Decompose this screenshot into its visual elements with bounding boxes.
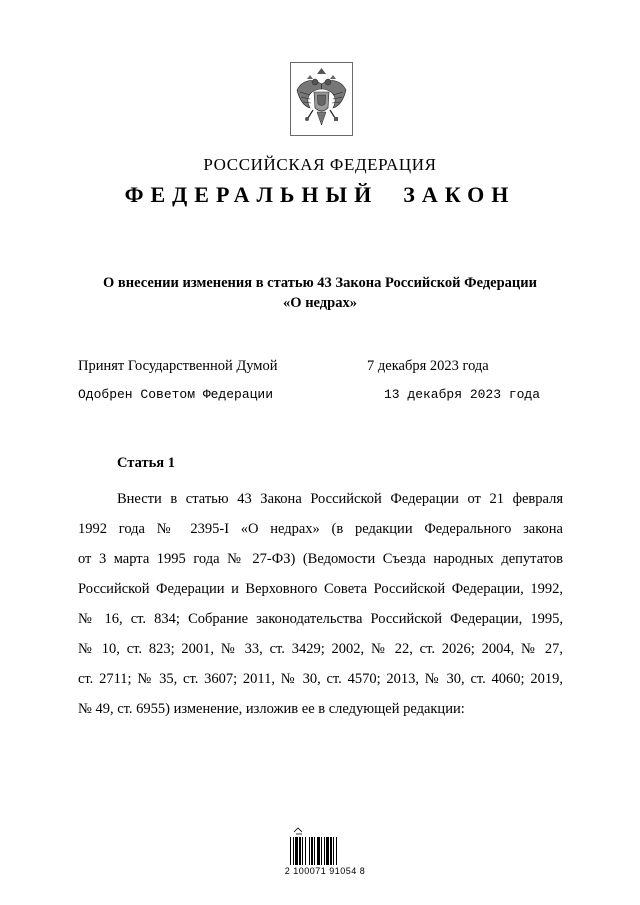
- article-body-line: 1992 года № 2395-I «О недрах» (в редакции Федерального закона: [78, 521, 563, 537]
- article-body-line: № 49, ст. 6955) изменение, изложив ее в следующей редакции:: [78, 701, 465, 717]
- duma-adoption-date: 7 декабря 2023 года: [367, 358, 489, 374]
- barcode-mark: [294, 828, 302, 834]
- article-body: [78, 484, 563, 724]
- barcode-bar: [326, 837, 329, 865]
- barcode-bar: [324, 837, 325, 865]
- barcode-bar: [293, 837, 294, 865]
- barcode-bar: [311, 837, 313, 865]
- article-body-line: от 3 марта 1995 года № 27-ФЗ) (Ведомости Съезда народных депутатов: [78, 551, 563, 567]
- barcode-bar: [336, 837, 337, 865]
- article-heading: Статья 1: [117, 455, 175, 471]
- barcode-bar: [333, 837, 334, 865]
- barcode-bar: [314, 837, 315, 865]
- country-heading: РОССИЙСКАЯ ФЕДЕРАЦИЯ: [203, 155, 437, 174]
- barcode-bar: [302, 837, 303, 865]
- barcode-bar: [317, 837, 320, 865]
- article-body-line: № 10, ст. 823; 2001, № 33, ст. 3429; 2002, № 22, ст. 2026; 2004, № 27,: [78, 641, 563, 657]
- barcode-bar: [290, 837, 291, 865]
- duma-adoption-label: Принят Государственной Думой: [78, 358, 278, 374]
- article-body-line: Внести в статью 43 Закона Российской Федерации от 21 февраля: [117, 491, 563, 507]
- barcode-bar: [295, 837, 298, 865]
- barcode-bar: [330, 837, 332, 865]
- coat-of-arms-icon: [290, 62, 353, 136]
- law-title-line-2: «О недрах»: [283, 295, 357, 311]
- barcode-bar: [321, 837, 322, 865]
- law-title: [0, 273, 640, 313]
- barcode-number: 2 100071 91054 8: [284, 866, 366, 876]
- article-body-line: № 16, ст. 834; Собрание законодательства Российской Федерации, 1995,: [78, 611, 563, 627]
- article-body-line: Российской Федерации и Верховного Совета Российской Федерации, 1992,: [78, 581, 563, 597]
- council-approval-label: Одобрен Советом Федерации: [78, 387, 274, 402]
- barcode-bar: [305, 837, 306, 865]
- barcode-bar: [299, 837, 301, 865]
- article-body-line: ст. 2711; № 35, ст. 3607; 2011, № 30, ст. 4570; 2013, № 30, ст. 4060; 2019,: [78, 671, 563, 687]
- law-title-line-1: О внесении изменения в статью 43 Закона Российской Федерации: [103, 275, 537, 291]
- council-approval-date: 13 декабря 2023 года: [384, 387, 541, 402]
- barcode-bar: [309, 837, 310, 865]
- document-type-heading: ФЕДЕРАЛЬНЫЙ ЗАКОН: [124, 182, 516, 207]
